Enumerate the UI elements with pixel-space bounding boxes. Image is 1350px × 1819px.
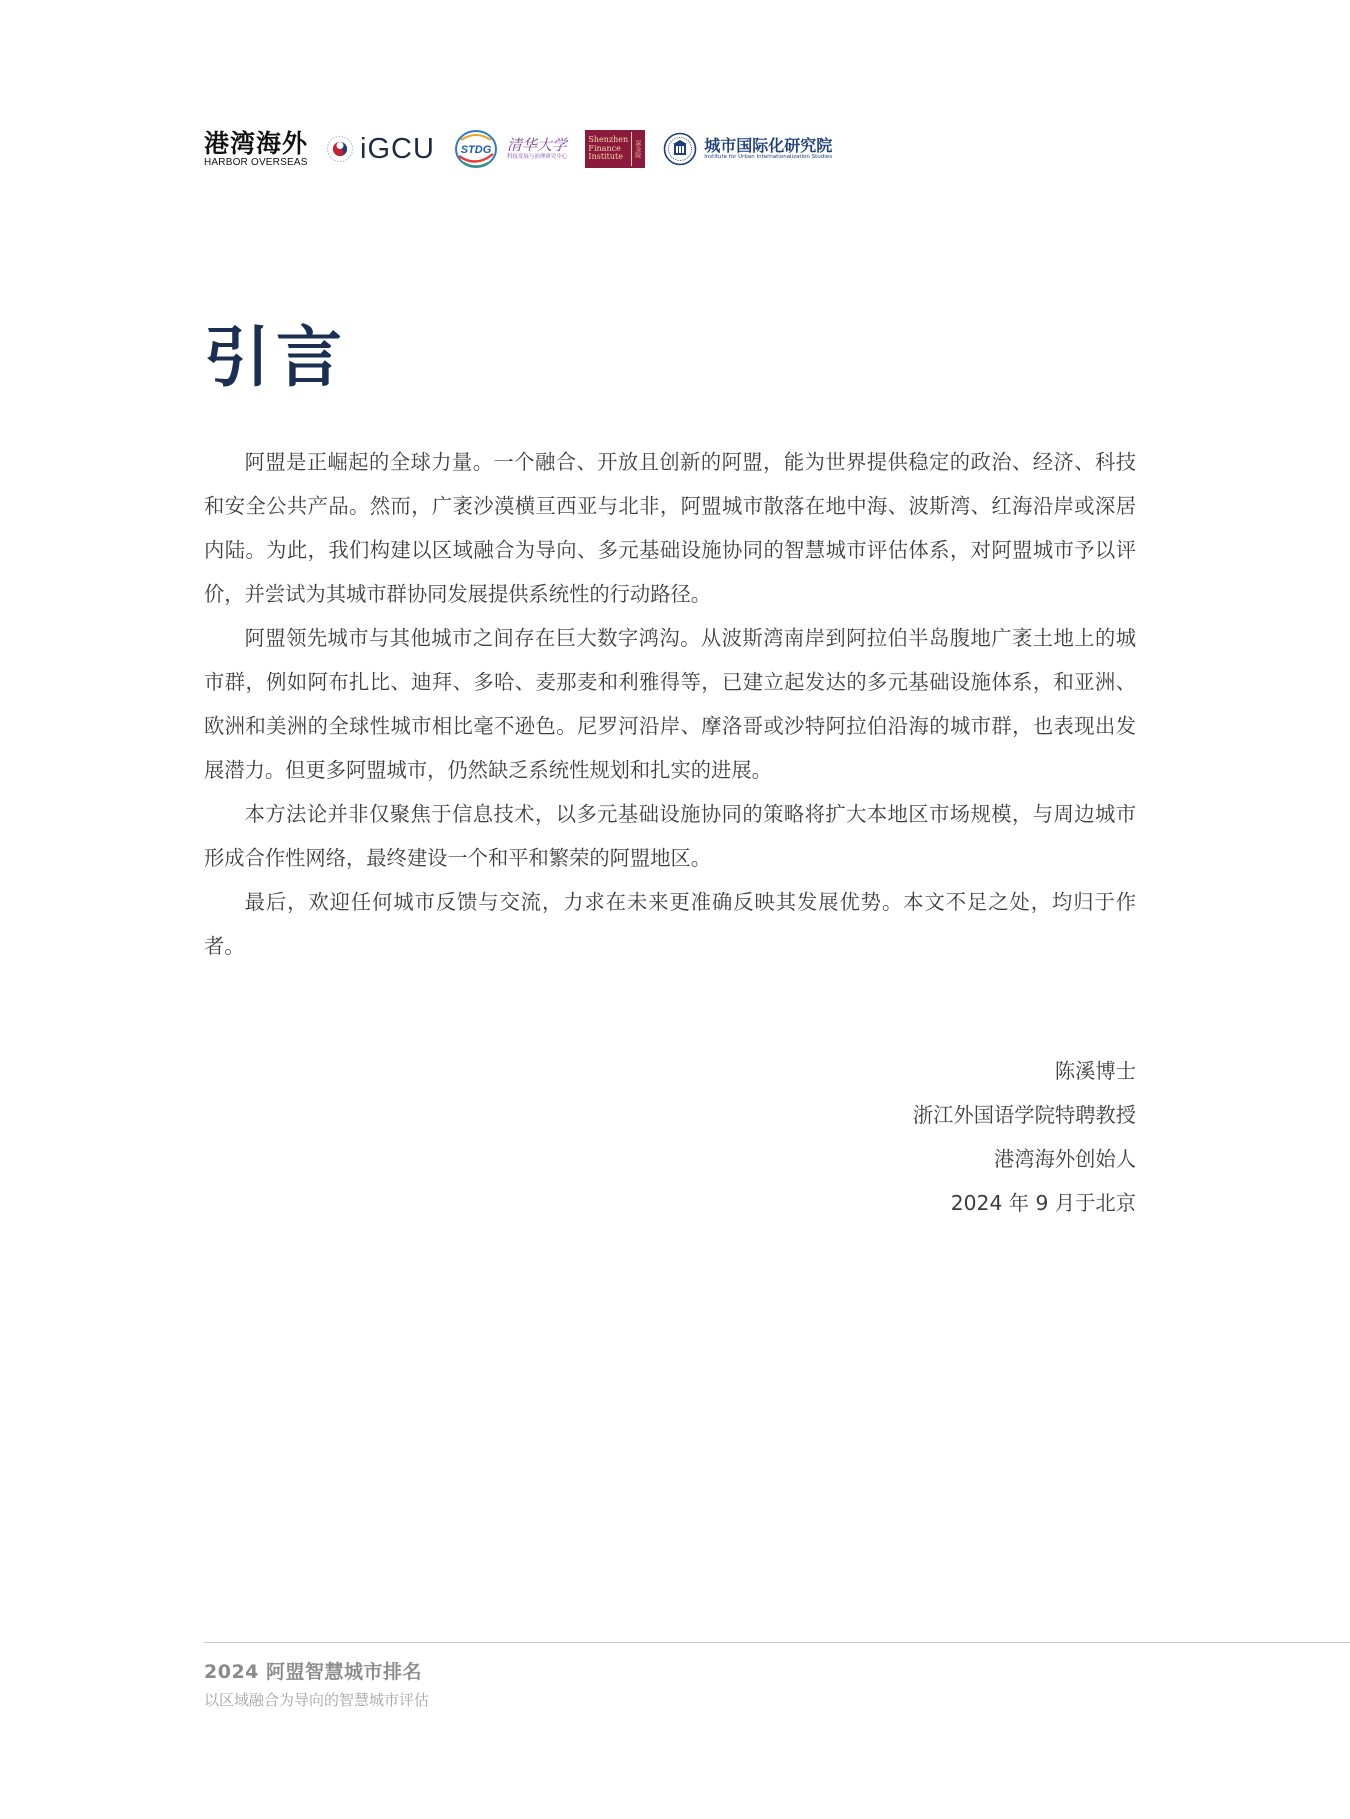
- footer-title: 2024 阿盟智慧城市排名: [204, 1661, 422, 1683]
- tsinghua-logo: [507, 137, 568, 161]
- signature-block: [913, 1049, 1136, 1225]
- paragraph: 最后，欢迎任何城市反馈与交流，力求在未来更准确反映其发展优势。本文不足之处，均归于作者。: [204, 890, 1136, 958]
- tsinghua-logo-cn: 清华大学: [506, 136, 567, 155]
- iuis-logo-en: Institute for Urban Internationalization Studies: [704, 153, 833, 160]
- tsinghua-logo-sub: 科技发展与治理研究中心: [506, 154, 568, 161]
- harbor-overseas-logo: [204, 128, 309, 168]
- paragraph: 本方法论并非仅聚焦于信息技术，以多元基础设施协同的策略将扩大本地区市场规模，与周边城市形成合作性网络，最终建设一个和平和繁荣的阿盟地区。: [204, 802, 1136, 870]
- sfi-logo-line3: Institute: [588, 152, 623, 162]
- harbor-logo-en: HARBOR OVERSEAS: [204, 156, 308, 168]
- footer-subtitle: 以区域融合为导向的智慧城市评估: [204, 1691, 430, 1709]
- body-text: [204, 440, 1136, 968]
- harbor-logo-cn: 港湾海外: [204, 128, 309, 158]
- page-title: 引言: [204, 319, 348, 396]
- partner-logos: [204, 126, 832, 172]
- stdg-logo-text: STDG: [460, 144, 492, 156]
- igcu-logo-text: iGCU: [360, 132, 435, 165]
- stdg-emblem-icon: [453, 128, 499, 170]
- igcu-logo: [326, 133, 435, 166]
- iuis-logo-words: [704, 135, 833, 161]
- signature-date: 2024 年 9 月于北京: [950, 1191, 1136, 1215]
- paragraph: 阿盟领先城市与其他城市之间存在巨大数字鸿沟。从波斯湾南岸到阿拉伯半岛腹地广袤土地上的城市群，例如阿布扎比、迪拜、多哈、麦那麦和利雅得等，已建立起发达的多元基础设施体系，和亚洲、欧洲和美洲的全球性城市相比毫不逊色。尼罗河沿岸、摩洛哥或沙特阿拉伯沿海的城市群，也表现出发展潜力。但更多阿盟城市，仍然缺乏系统性规划和扎实的进展。: [204, 626, 1136, 782]
- sfi-logo-words: [588, 132, 628, 166]
- author-name: 陈溪博士: [1054, 1059, 1136, 1083]
- author-role: 港湾海外创始人: [994, 1147, 1136, 1171]
- iuis-logo: [663, 132, 832, 166]
- iuis-logo-cn: 城市国际化研究院: [704, 135, 833, 155]
- paragraph: 阿盟是正崛起的全球力量。一个融合、开放且创新的阿盟，能为世界提供稳定的政治、经济、科技和安全公共产品。然而，广袤沙漠横亘西亚与北非，阿盟城市散落在地中海、波斯湾、红海沿岸或深居内陆。为此，我们构建以区域融合为导向、多元基础设施协同的智慧城市评估体系，对阿盟城市予以评价，并尝试为其城市群协同发展提供系统性的行动路径。: [204, 450, 1136, 606]
- shenzhen-finance-institute-logo: [585, 130, 645, 168]
- sfi-logo-line1: Shenzhen: [588, 135, 629, 145]
- author-title: 浙江外国语学院特聘教授: [912, 1103, 1136, 1127]
- igcu-emblem-icon: [326, 135, 354, 163]
- footer-divider: [204, 1642, 1350, 1643]
- sfi-logo-line2: Finance: [588, 143, 621, 153]
- stdg-logo: [453, 128, 568, 170]
- iuis-emblem-icon: [663, 132, 697, 166]
- sfi-logo-side: 深金院: [631, 132, 642, 166]
